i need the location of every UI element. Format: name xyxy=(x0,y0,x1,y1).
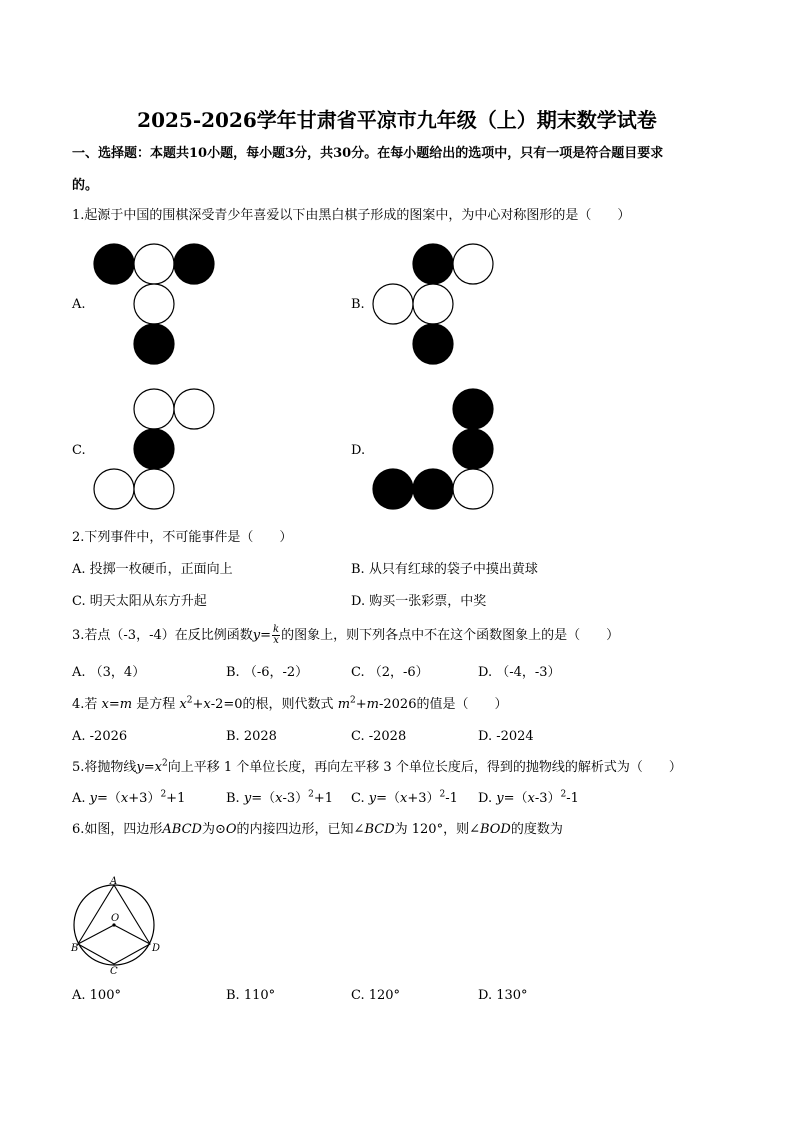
q6-option-b: B. 110° xyxy=(226,988,276,1003)
black-stone xyxy=(174,244,214,284)
question-4-stem: 4.若 x=m 是方程 $x^2+x-2=0$的根，则代数式 $m^2+m-2026$的值是（ ） xyxy=(72,695,508,712)
white-stone xyxy=(174,389,214,429)
q2-option-a: A. 投掷一枚硬币，正面向上 xyxy=(72,562,233,577)
black-stone xyxy=(413,469,453,509)
section-heading: 一、选择题：本题共10小题，每小题3分，共30分。在每小题给出的选项中，只有一项是符合题目要求 xyxy=(72,146,664,161)
white-stone xyxy=(453,469,493,509)
q1-option-c-label: C. xyxy=(72,443,86,458)
white-stone xyxy=(134,469,174,509)
q6-option-a: A. 100° xyxy=(72,988,121,1003)
black-stone xyxy=(373,469,413,509)
q1-option-d-label: D. xyxy=(351,443,366,458)
label-b: B xyxy=(71,943,79,954)
section-heading-cont: 的。 xyxy=(72,178,99,193)
q1-option-a-label: A. xyxy=(72,297,86,312)
white-stone xyxy=(134,284,174,324)
white-stone xyxy=(373,284,413,324)
question-6-stem: 6.如图，四边形ABCD为⊙O的内接四边形，已知∠BCD为 120°，则∠BOD的度数为 xyxy=(72,822,563,837)
q5-option-a: A. $y=(x+3)^2+1$ xyxy=(72,789,186,806)
q3-option-b: B. （-6，-2） xyxy=(226,665,309,680)
white-stone xyxy=(94,469,134,509)
question-2-stem: 2.下列事件中，不可能事件是（ ） xyxy=(72,530,293,545)
black-stone xyxy=(134,429,174,469)
black-stone xyxy=(453,389,493,429)
q5-option-b: B. $y=(x-3)^2+1$ xyxy=(226,789,334,806)
q2-option-d: D. 购买一张彩票，中奖 xyxy=(351,594,487,609)
question-1-stem: 1.起源于中国的围棋深受青少年喜爱以下由黑白棋子形成的图案中，为中心对称图形的是（ ） xyxy=(72,208,631,223)
q1-go-stone-figures xyxy=(0,0,794,520)
q3-option-a: A. （3，4） xyxy=(72,665,146,680)
label-d: D xyxy=(152,943,161,954)
fraction-k-over-x: $\frac{k}{x}$ xyxy=(273,624,280,646)
label-a: A xyxy=(110,876,118,887)
page-title: 2025-2026学年甘肃省平凉市九年级（上）期末数学试卷 xyxy=(137,108,657,132)
q1-figure-a xyxy=(94,244,214,364)
q4-option-c: C. -2028 xyxy=(351,729,407,744)
q1-option-b-label: B. xyxy=(351,297,365,312)
q1-figure-b xyxy=(373,244,493,364)
white-stone xyxy=(134,389,174,429)
q5-option-c: C. $y=(x+3)^2-1$ xyxy=(351,789,458,806)
black-stone xyxy=(413,324,453,364)
q6-option-c: C. 120° xyxy=(351,988,401,1003)
question-5-stem: 5.将抛物线$y=x^2$向上平移 1 个单位长度，再向左平移 3 个单位长度后，得到的抛物线的解析式为（ ） xyxy=(72,758,682,775)
q5-option-d: D. $y=(x-3)^2-1$ xyxy=(478,789,579,806)
q4-option-b: B. 2028 xyxy=(226,729,277,744)
white-stone xyxy=(413,284,453,324)
q2-option-b: B. 从只有红球的袋子中摸出黄球 xyxy=(351,562,538,577)
q4-option-a: A. -2026 xyxy=(72,729,128,744)
question-3-stem: 3.若点（-3，-4）在反比例函数y= $\frac{k}{x}$ 的图象上，则下列各点中不在这个函数图象上的是（ ） xyxy=(72,624,620,646)
black-stone xyxy=(453,429,493,469)
white-stone xyxy=(134,244,174,284)
q3-option-d: D. （-4，-3） xyxy=(478,665,561,680)
label-c: C xyxy=(110,966,118,977)
black-stone xyxy=(134,324,174,364)
black-stone xyxy=(94,244,134,284)
white-stone xyxy=(453,244,493,284)
q3-option-c: C. （2，-6） xyxy=(351,665,429,680)
q1-figure-c xyxy=(94,389,214,509)
black-stone xyxy=(413,244,453,284)
q2-option-c: C. 明天太阳从东方升起 xyxy=(72,594,207,609)
q1-figure-d xyxy=(373,389,493,509)
q4-option-d: D. -2024 xyxy=(478,729,534,744)
q6-circle-figure xyxy=(60,870,170,980)
q6-option-d: D. 130° xyxy=(478,988,528,1003)
label-o: O xyxy=(111,913,120,924)
